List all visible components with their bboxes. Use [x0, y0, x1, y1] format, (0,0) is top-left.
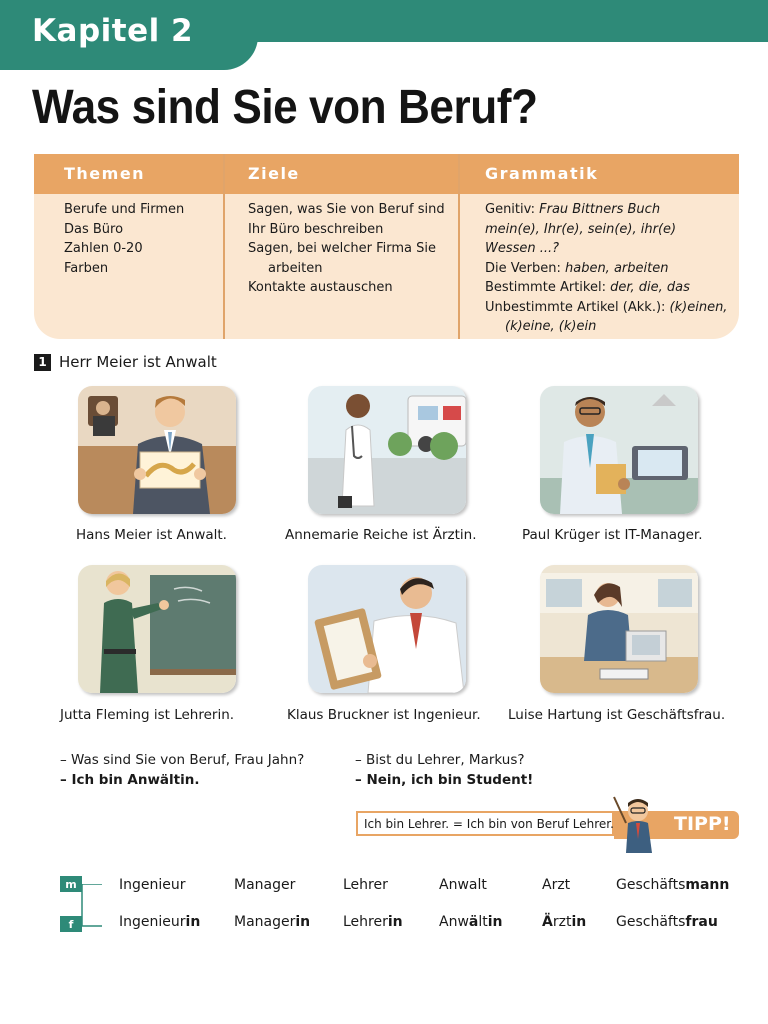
- engineer-illustration: [308, 565, 466, 693]
- themen-item: Farben: [64, 260, 109, 276]
- teacher-illustration: [78, 565, 236, 693]
- masculine-word: Arzt: [542, 877, 571, 893]
- ziele-item: Ihr Büro beschreiben: [248, 221, 384, 237]
- caption-doctor: Annemarie Reiche ist Ärztin.: [285, 527, 477, 543]
- masculine-word: Lehrer: [343, 877, 388, 893]
- feminine-word: Lehrerin: [343, 914, 403, 930]
- ziele-heading: Ziele: [248, 164, 300, 183]
- ziele-list: [248, 200, 445, 298]
- chapter-label: Kapitel 2: [32, 13, 194, 49]
- masculine-word: Geschäftsmann: [616, 877, 730, 893]
- illustration-doctor: [308, 386, 466, 514]
- section-number: 1: [34, 354, 51, 371]
- lawyer-illustration: [78, 386, 236, 514]
- grammatik-item: Wessen ...?: [485, 241, 560, 256]
- masculine-word: Anwalt: [439, 877, 487, 893]
- caption-engineer: Klaus Bruckner ist Ingenieur.: [287, 707, 481, 723]
- overview-box: [34, 154, 739, 339]
- feminine-word: Managerin: [234, 914, 311, 930]
- grammatik-item: Bestimmte Artikel: der, die, das: [485, 280, 690, 295]
- grammatik-item: (k)eine, (k)ein: [505, 319, 597, 334]
- masculine-word: Manager: [234, 877, 296, 893]
- tipp-label: TIPP!: [614, 811, 739, 839]
- feminine-word: Ärztin: [542, 914, 587, 930]
- dialog-answer: – Nein, ich bin Student!: [355, 772, 534, 788]
- masculine-word: Ingenieur: [119, 877, 186, 893]
- feminine-word: Geschäftsfrau: [616, 914, 718, 930]
- grammatik-item: Die Verben: haben, arbeiten: [485, 260, 669, 276]
- tipp-box: Ich bin Lehrer. = Ich bin von Beruf Lehrer.: [356, 811, 614, 836]
- illustration-it-manager: [540, 386, 698, 514]
- feminine-badge: f: [60, 916, 82, 932]
- themen-item: Berufe und Firmen: [64, 202, 185, 217]
- illustration-engineer: [308, 565, 466, 693]
- dialog-answer: – Ich bin Anwältin.: [60, 772, 200, 788]
- illustration-lawyer: [78, 386, 236, 514]
- masculine-badge: m: [60, 876, 82, 892]
- dialog-question: – Bist du Lehrer, Markus?: [355, 752, 525, 768]
- feminine-word: Anwältin: [439, 914, 503, 930]
- ziele-item: arbeiten: [268, 260, 323, 276]
- grammatik-item: mein(e), Ihr(e), sein(e), ihr(e): [485, 221, 677, 237]
- column-divider: [223, 154, 225, 339]
- businesswoman-illustration: [540, 565, 698, 693]
- page-title: Was sind Sie von Beruf?: [32, 81, 538, 134]
- gender-table: [60, 874, 740, 938]
- chapter-tab: [0, 0, 258, 70]
- grammatik-list: [485, 200, 727, 337]
- dialog-question: – Was sind Sie von Beruf, Frau Jahn?: [60, 752, 305, 768]
- caption-teacher: Jutta Fleming ist Lehrerin.: [60, 707, 235, 723]
- illustration-teacher: [78, 565, 236, 693]
- teacher-mascot-icon: [604, 793, 674, 853]
- ziele-item: Kontakte austauschen: [248, 280, 393, 295]
- grammatik-item: Unbestimmte Artikel (Akk.): (k)einen,: [485, 299, 728, 315]
- section-title: Herr Meier ist Anwalt: [59, 353, 217, 371]
- caption-it-manager: Paul Krüger ist IT-Manager.: [522, 527, 703, 543]
- themen-list: [64, 200, 184, 278]
- dialog-right: [355, 750, 533, 790]
- themen-item: Das Büro: [64, 221, 124, 237]
- themen-heading: Themen: [64, 164, 146, 183]
- dialog-left: [60, 750, 304, 790]
- caption-businesswoman: Luise Hartung ist Geschäftsfrau.: [508, 707, 726, 723]
- grammatik-heading: Grammatik: [485, 164, 599, 183]
- doctor-illustration: [308, 386, 466, 514]
- section-heading: [34, 353, 217, 371]
- column-divider: [458, 154, 460, 339]
- themen-item: Zahlen 0-20: [64, 241, 143, 256]
- feminine-word: Ingenieurin: [119, 914, 201, 930]
- illustration-businesswoman: [540, 565, 698, 693]
- caption-lawyer: Hans Meier ist Anwalt.: [76, 527, 227, 543]
- grammatik-item: Genitiv: Frau Bittners Buch: [485, 202, 661, 217]
- bracket-connector: [68, 884, 108, 928]
- it-manager-illustration: [540, 386, 698, 514]
- ziele-item: Sagen, was Sie von Beruf sind: [248, 202, 445, 217]
- ziele-item: Sagen, bei welcher Firma Sie: [248, 241, 436, 256]
